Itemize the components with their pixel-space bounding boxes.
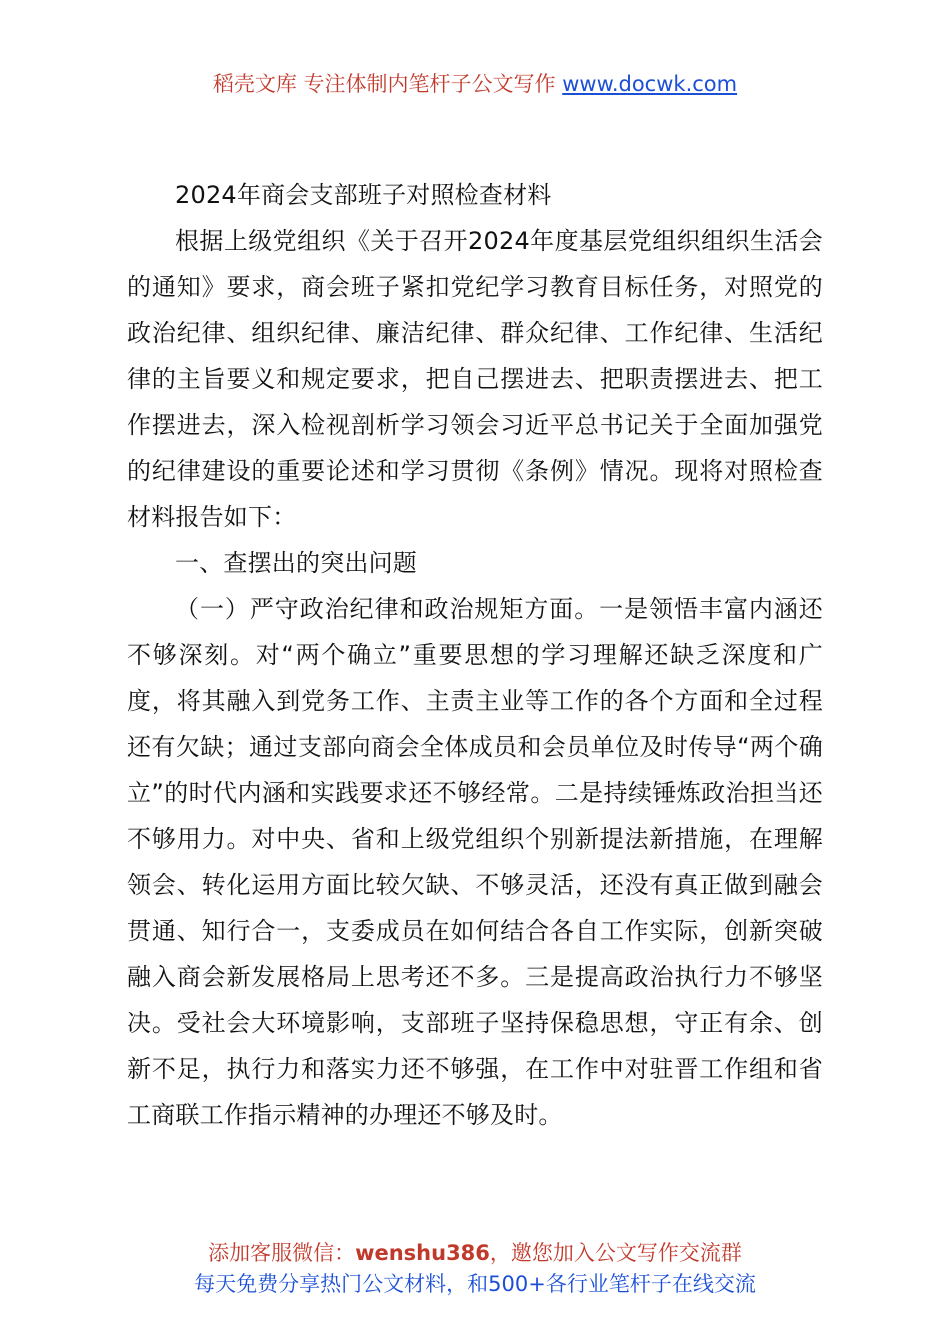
wechat-id: wenshu386 — [355, 1241, 490, 1265]
site-brand-slogan: 稻壳文库 专注体制内笔杆子公文写作 — [212, 72, 563, 96]
footer-wechat-line — [0, 1238, 950, 1269]
section-heading-1: 一、查摆出的突出问题 — [175, 549, 417, 577]
document-title: 2024年商会支部班子对照检查材料 — [175, 181, 552, 209]
footer-promo-line: 每天免费分享热门公文材料，和500+各行业笔杆子在线交流 — [194, 1272, 756, 1296]
site-header — [0, 68, 950, 100]
document-body — [127, 172, 823, 1138]
site-footer — [0, 1238, 950, 1300]
footer-wechat-prefix: 添加客服微信： — [208, 1241, 356, 1265]
footer-wechat-suffix: ，邀您加入公文写作交流群 — [489, 1241, 742, 1265]
paragraph-political-discipline: （一）严守政治纪律和政治规矩方面。一是领悟丰富内涵还不够深刻。对“两个确立”重要思想的学习理解还缺乏深度和广度，将其融入到党务工作、主责主业等工作的各个方面和全过程还有欠缺；通过支部向商会全体成员和会员单位及时传导“两个确立”的时代内涵和实践要求还不够经常。二是持续锤炼政治担当还不够用力。对中央、省和上级党组织个别新提法新措施，在理解领会、转化运用方面比较欠缺、不够灵活，还没有真正做到融会贯通、知行合一，支委成员在如何结合各自工作实际，创新突破融入商会新发展格局上思考还不多。三是提高政治执行力不够坚决。受社会大环境影响，支部班子坚持保稳思想，守正有余、创新不足，执行力和落实力还不够强，在工作中对驻晋工作组和省工商联工作指示精神的办理还不够及时。 — [127, 595, 823, 1129]
paragraph-intro: 根据上级党组织《关于召开2024年度基层党组织组织生活会的通知》要求，商会班子紧扣党纪学习教育目标任务，对照党的政治纪律、组织纪律、廉洁纪律、群众纪律、工作纪律、生活纪律的主旨要义和规定要求，把自己摆进去、把职责摆进去、把工作摆进去，深入检视剖析学习领会习近平总书记关于全面加强党的纪律建设的重要论述和学习贯彻《条例》情况。现将对照检查材料报告如下： — [127, 227, 823, 531]
site-url-link[interactable]: www.docwk.com — [562, 72, 738, 96]
